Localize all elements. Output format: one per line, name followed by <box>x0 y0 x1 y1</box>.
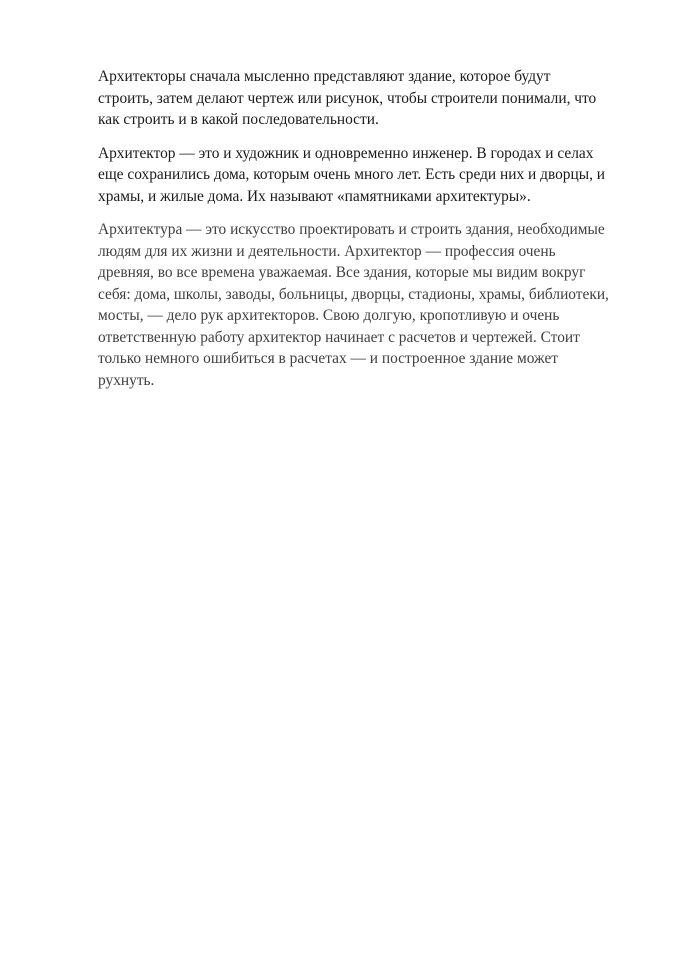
paragraph-line: мосты, — дело рук архитекторов. Свою долгую, кропотливую и очень <box>98 307 560 324</box>
paragraph-line: Архитектура — это искусство проектировать и строить здания, необходимые <box>98 221 605 238</box>
paragraph-line: древняя, во все времена уважаемая. Все здания, которые мы видим вокруг <box>98 264 586 281</box>
paragraph-line: Архитекторы сначала мысленно представляют здание, которое будут <box>98 68 551 85</box>
paragraph-line: ответственную работу архитектор начинает с расчетов и чертежей. Стоит <box>98 328 580 346</box>
paragraph-line: только немного ошибиться в расчетах — и построенное здание может <box>98 350 559 367</box>
paragraph-line: храмы, и жилые дома. Их называют «памятниками архитектуры». <box>98 187 531 205</box>
paragraph-3 <box>98 219 658 391</box>
paragraph-line: себя: дома, школы, заводы, больницы, дворцы, стадионы, храмы, библиотеки, <box>98 285 609 303</box>
paragraph-line: как строить и в какой последовательности. <box>98 111 379 128</box>
paragraph-line: еще сохранились дома, которым очень много лет. Есть среди них и дворцы, и <box>98 166 606 183</box>
paragraph-line: строить, затем делают чертеж или рисунок, чтобы строители понимали, что <box>98 89 597 107</box>
paragraph-2 <box>98 143 658 208</box>
paragraph-line: Архитектор — это и художник и одновременно инженер. В городах и селах <box>98 144 594 162</box>
paragraph-line: рухнуть. <box>98 371 155 389</box>
paragraph-line: людям для их жизни и деятельности. Архитектор — профессия очень <box>98 242 556 260</box>
paragraph-1 <box>98 66 658 131</box>
document-body <box>98 66 658 403</box>
